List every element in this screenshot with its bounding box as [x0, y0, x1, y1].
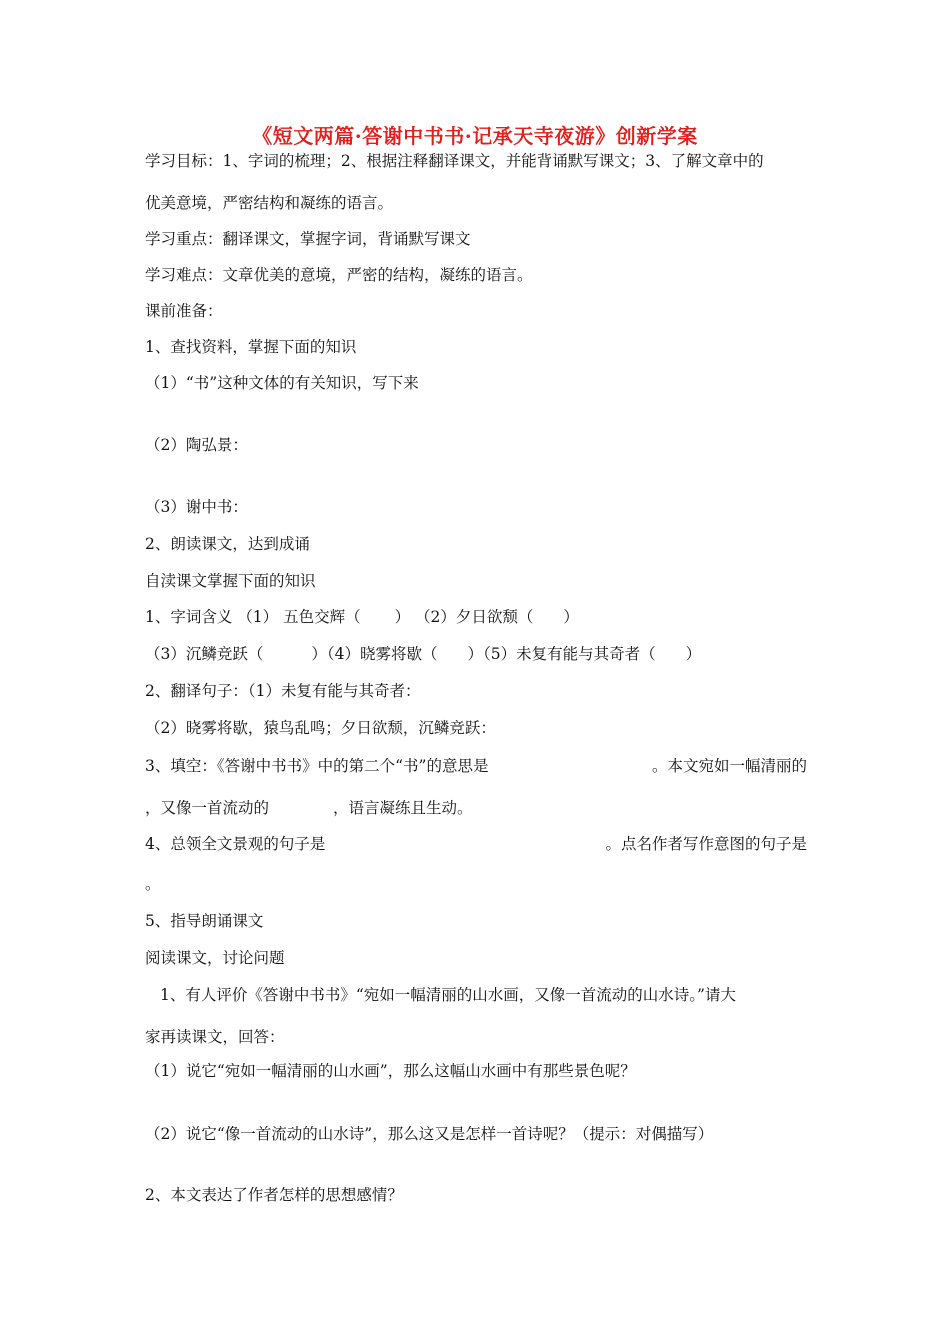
prep-sub-2: （2）陶弘景：	[145, 436, 248, 454]
q1-part-a: 1、字词含义 （1） 五色交辉（	[145, 608, 361, 626]
discussion-q1-sub-2: （2）说它“像一首流动的山水诗”，那么这又是怎样一首诗呢？（提示：对偶描写）	[145, 1125, 714, 1143]
selfstudy-q2-sub: （2）晓雾将歇，猿鸟乱鸣；夕日欲颓，沉鳞竞跃：	[145, 719, 496, 737]
selfstudy-q2: 2、翻译句子：（1）未复有能与其奇者：	[145, 682, 421, 700]
discussion-q1-line-1: 1、有人评价《答谢中书书》“宛如一幅清丽的山水画，又像一首流动的山水诗。”请大	[160, 986, 736, 1004]
selfstudy-q3-line-2	[145, 797, 473, 819]
goals-line-1: 学习目标：1、字词的梳理；2、根据注释翻译课文，并能背诵默写课文；3、了解文章中的	[145, 152, 764, 170]
q1-line2-part-c: ）（5）未复有能与其奇者（	[467, 645, 656, 663]
document-title: 《短文两篇·答谢中书书·记承天寺夜游》创新学案	[252, 124, 698, 148]
prep-item-1: 1、查找资料，掌握下面的知识	[145, 338, 357, 356]
selfstudy-q4-end: 。	[145, 875, 161, 893]
difficulty-line: 学习难点：文章优美的意境，严密的结构，凝练的语言。	[145, 266, 533, 284]
prep-sub-1: （1）“书”这种文体的有关知识，写下来	[145, 374, 419, 392]
selfstudy-q5: 5、指导朗诵课文	[145, 912, 264, 930]
discussion-q1-line-2: 家再读课文，回答：	[145, 1028, 285, 1046]
discussion-q2: 2、本文表达了作者怎样的思想感情？	[145, 1186, 403, 1204]
selfstudy-q1-line-1	[145, 606, 579, 628]
prep-heading: 课前准备：	[145, 302, 223, 320]
q1-line2-part-b: ）（4）晓雾将歇（	[311, 645, 438, 663]
discussion-heading: 阅读课文，讨论问题	[145, 949, 285, 967]
selfstudy-q4-line-1	[145, 833, 807, 855]
q3-line2-part-a: ，又像一首流动的	[145, 799, 270, 817]
q1-line2-part-d: ）	[685, 645, 702, 663]
q1-part-c: ）	[563, 608, 579, 626]
q4-part-a: 4、总领全文景观的句子是	[145, 835, 326, 853]
q3-part-a: 3、填空：《答谢中书书》中的第二个“书”的意思是	[145, 757, 489, 775]
discussion-q1-sub-1: （1）说它“宛如一幅清丽的山水画”，那么这幅山水画中有那些景色呢？	[145, 1062, 636, 1080]
q3-part-b: 。本文宛如一幅清丽的	[651, 757, 807, 775]
selfstudy-heading: 自渎课文掌握下面的知识	[145, 572, 316, 590]
q4-part-b: 。点名作者写作意图的句子是	[605, 835, 807, 853]
q1-part-b: ） （2）夕日欲颓（	[394, 608, 534, 626]
focus-line: 学习重点：翻译课文，掌握字词，背诵默写课文	[145, 230, 471, 248]
prep-sub-3: （3）谢中书：	[145, 498, 248, 516]
selfstudy-q1-line-2	[145, 643, 701, 665]
q3-line2-part-b: ，语言凝练且生动。	[333, 799, 473, 817]
prep-item-2: 2、朗读课文，达到成诵	[145, 535, 310, 553]
goals-line-2: 优美意境，严密结构和凝练的语言。	[145, 194, 394, 212]
q1-line2-part-a: （3）沉鳞竞跃（	[145, 645, 264, 663]
selfstudy-q3-line-1	[145, 755, 807, 777]
